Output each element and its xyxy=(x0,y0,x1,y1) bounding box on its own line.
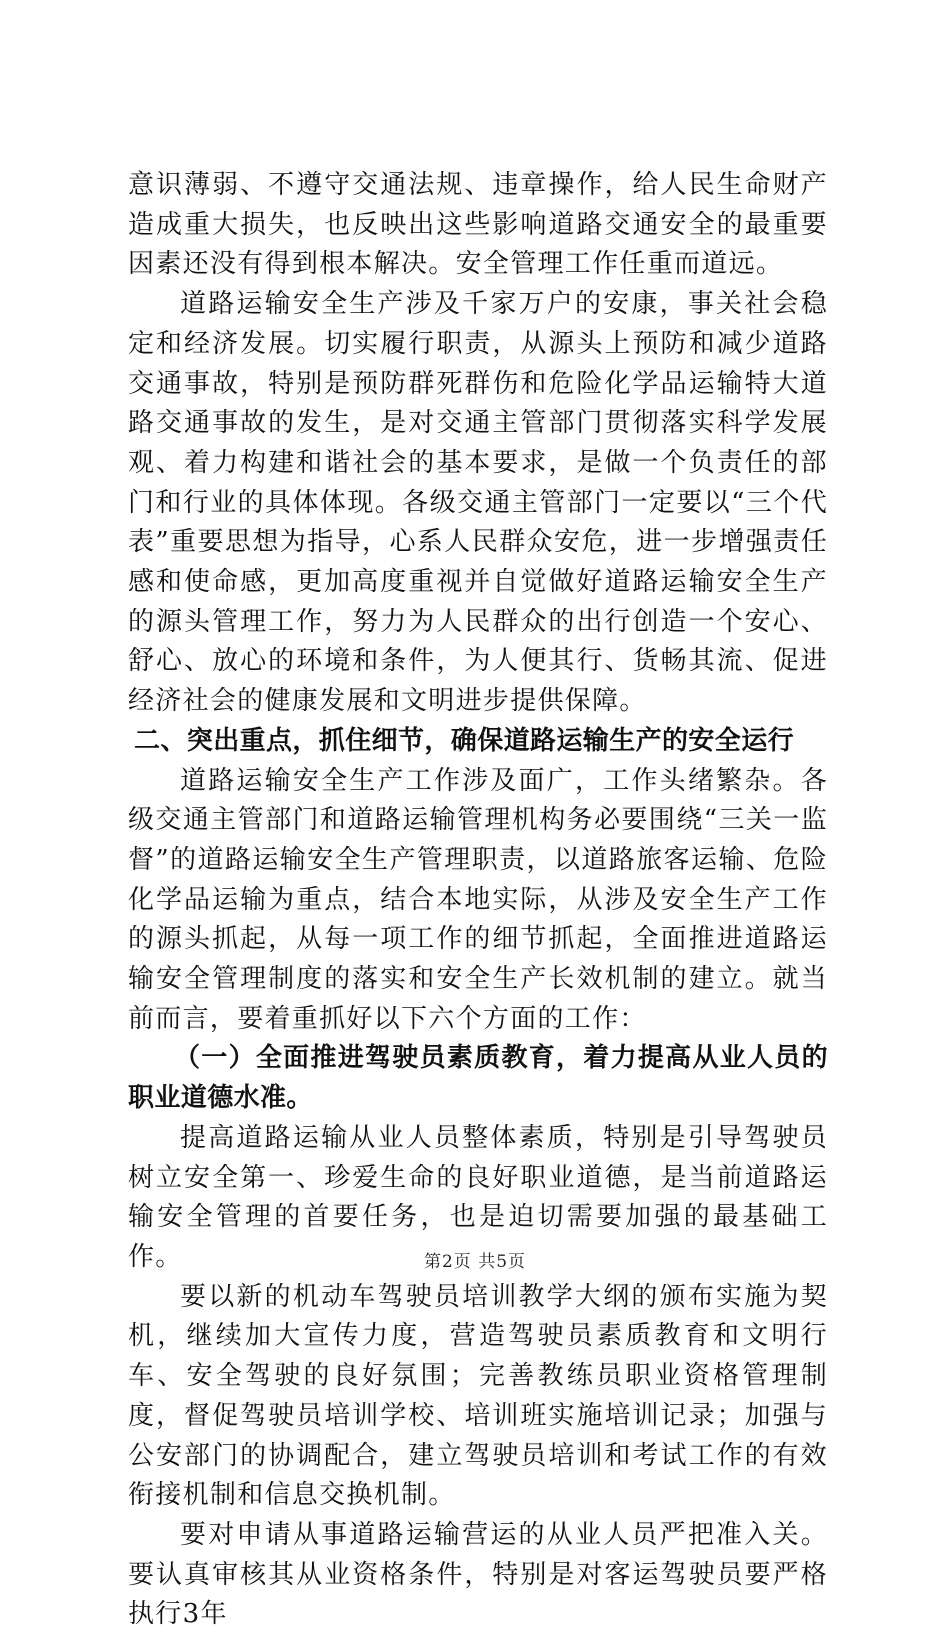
paragraph-continued: 意识薄弱、不遵守交通法规、违章操作，给人民生命财产造成重大损失，也反映出这些影响道路交通安全的最重要因素还没有得到根本解决。安全管理工作任重而道远。 xyxy=(128,170,828,280)
section-heading: 二、突出重点，抓住细节，确保道路运输生产的安全运行 xyxy=(134,725,795,756)
subsection-heading: （一）全面推进驾驶员素质教育，着力提高从业人员的职业道德水准。 xyxy=(128,1043,828,1114)
paragraph: 道路运输安全生产涉及千家万户的安康，事关社会稳定和经济发展。切实履行职责，从源头上预防和减少道路交通事故，特别是预防群死群伤和危险化学品运输特大道路交通事故的发生，是对交通主管部门贯彻落实科学发展观、着力构建和谐社会的基本要求，是做一个负责任的部门和行业的具体体现。各级交通主管部门一定要以“三个代表”重要思想为指导，心系人民群众安危，进一步增强责任感和使命感，更加高度重视并自觉做好道路运输安全生产的源头管理工作，努力为人民群众的出行创造一个安心、舒心、放心的环境和条件，为人便其行、货畅其流、促进经济社会的健康发展和文明进步提供保障。 xyxy=(128,289,828,717)
paragraph: 提高道路运输从业人员整体素质，特别是引导驾驶员树立安全第一、珍爱生命的良好职业道德，是当前道路运输安全管理的首要任务，也是迫切需要加强的最基础工作。 xyxy=(128,1122,828,1272)
paragraph: 道路运输安全生产工作涉及面广，工作头绪繁杂。各级交通主管部门和道路运输管理机构务必要围绕“三关一监督”的道路运输安全生产管理职责，以道路旅客运输、危险化学品运输为重点，结合本地实际，从涉及安全生产工作的源头抓起，从每一项工作的细节抓起，全面推进道路运输安全管理制度的落实和安全生产长效机制的建立。就当前而言，要着重抓好以下六个方面的工作： xyxy=(128,765,828,1034)
paragraph: 要以新的机动车驾驶员培训教学大纲的颁布实施为契机，继续加大宣传力度，营造驾驶员素质教育和文明行车、安全驾驶的良好氛围；完善教练员职业资格管理制度，督促驾驶员培训学校、培训班实施培训记录；加强与公安部门的协调配合，建立驾驶员培训和考试工作的有效衔接机制和信息交换机制。 xyxy=(128,1281,828,1511)
document-body xyxy=(128,166,828,1635)
page-number-indicator: 第2页 共5页 xyxy=(423,1252,527,1272)
paragraph: 要对申请从事道路运输营运的从业人员严把准入关。要认真审核其从业资格条件，特别是对客运驾驶员要严格执行3年 xyxy=(128,1519,828,1630)
page-footer xyxy=(0,1247,950,1272)
